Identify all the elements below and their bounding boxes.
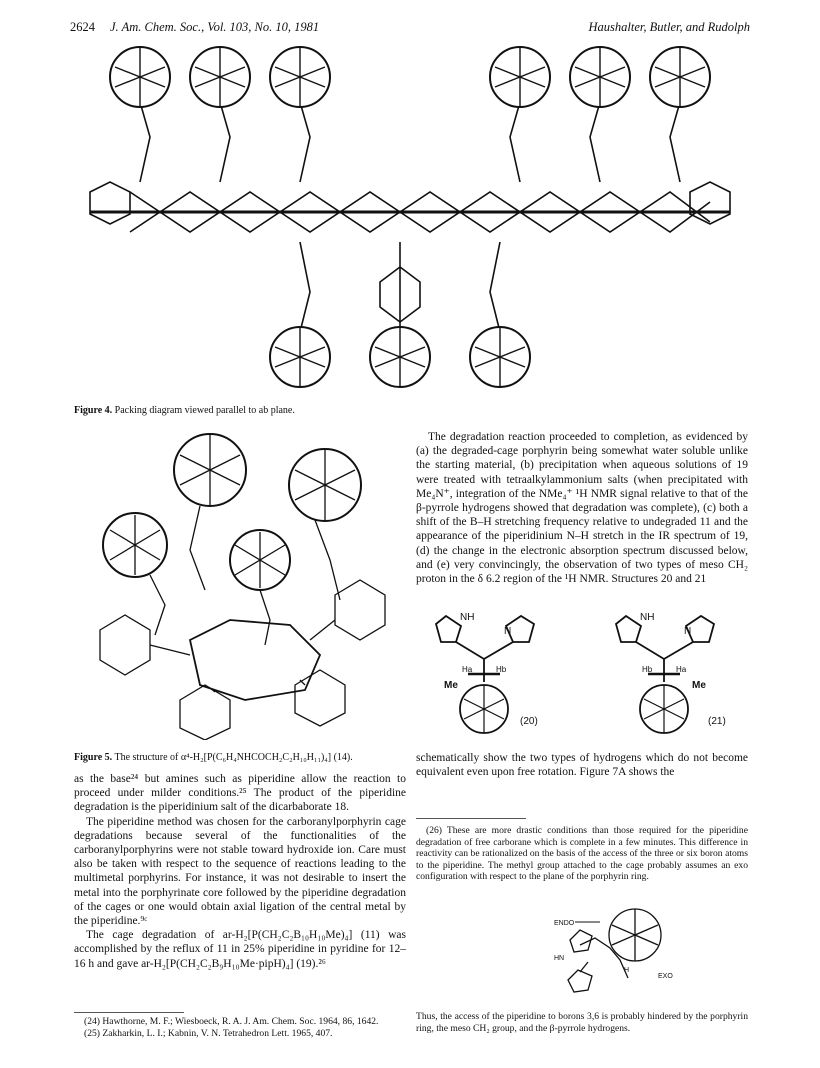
s21-ha: Ha [676,665,687,674]
footnote-endo-exo-diagram [540,900,690,1000]
right-column-text [416,430,748,586]
footnote-divider-left [74,1012,184,1013]
paragraph: The cage degradation of ar-H₂[P(CH₂C₂B₁₀H₁₀Me)₄] (11) was accomplished by the reflux of 11 in 25% piperidine in pyridine for 12–16 h and gave ar-H₂[P(CH₂C₂B₉H₁₀Me·pipH)₄] (19).²⁶ [74,929,406,970]
h-label: H [624,967,630,974]
figure-4-packing-diagram [70,42,750,394]
footnote: Thus, the access of the piperidine to borons 3,6 is probably hindered by the porphyrin ring, the meso CH₂ group, and the β-pyrrole hydrogens. [416,1011,748,1034]
s20-nh: NH [460,612,475,623]
left-column-text [74,772,406,971]
footnote-26-continued [416,1011,748,1034]
endo-label: ENDO [554,920,575,927]
hn-label: HN [554,955,565,962]
running-header [70,20,750,38]
figure-4-caption [74,405,574,416]
footnote: (25) Zakharkin, L. I.; Kabnin, V. N. Tetrahedron Lett. 1965, 407. [84,1027,333,1039]
s20-ha: Ha [462,665,473,674]
author-names: Haushalter, Butler, and Rudolph [588,20,750,34]
s21-nh: NH [640,612,655,623]
s21-hb: Hb [642,665,653,674]
figure-5-caption [74,752,414,763]
paragraph: as the base²⁴ but amines such as piperidine allow the reaction to proceed under milder conditions.²⁵ The product of the piperidine degradation is the piperidinium salt of the dicarbaborate 18. [74,773,406,814]
figure-4-caption-text: Packing diagram viewed parallel to ab plane. [114,405,295,416]
s21-label: (21) [708,716,726,727]
structures-20-21 [416,604,748,734]
exo-label: EXO [658,973,673,980]
s20-hb: Hb [496,665,507,674]
paragraph: schematically show the two types of hydrogens which do not become equivalent even upon free rotation. Figure 7A shows the [416,752,748,779]
s20-me: Me [444,680,458,691]
paragraph: The piperidine method was chosen for the carboranylporphyrin cage degradations because several of the functionalities of the carboranylporphyrins were not stable toward hydroxide ion. Care must also be taken with respect to the sequence of reactions leading to the multimetal porphyrins. For instance, it was not desirable to insert the metal into the porphyrinate core followed by the piperidine degradation of the cages or one would obtain axial ligation of the central metal by the piperidine.⁹ᶜ [74,815,406,928]
right-column-text-continued [416,751,748,779]
footnote: (26) These are more drastic conditions than those required for the piperidine degradation of free carborane which is complete in a few minutes. This difference in reactivity can be rationalized on the basis of the access of the three or six boron atoms to the piperidine. The methyl group attached to the cage probably assumes an exo configuration with respect to the plane of the porphyrin ring. [416,825,748,883]
s20-label: (20) [520,716,538,727]
page-number: 2624 [70,20,95,34]
s20-n: N [504,626,512,637]
figure-5-label: Figure 5. [74,752,113,763]
footnote-26 [416,825,748,883]
s21-n: N [684,626,692,637]
s21-me: Me [692,680,706,691]
footnote: (24) Hawthorne, M. F.; Wiesboeck, R. A. J. Am. Chem. Soc. 1964, 86, 1642. [84,1016,379,1027]
figure-5-structure [70,430,410,740]
footnote-divider-right [416,818,526,819]
footnotes-left [74,1016,406,1039]
paragraph: The degradation reaction proceeded to completion, as evidenced by (a) the degraded-cage porphyrin being somewhat water soluble unlike the starting material, (b) precipitation when aqueous solutions of 19 were treated with tetraalkylammonium salts (when precipitated with Me₄N⁺, integration of the NMe₄⁺ ¹H NMR signal relative to that of the β-pyrrole hydrogens showed that degradation was complete), (c) both a shift of the B–H stretching frequency relative to undegraded 11 and the appearance of the piperidinium N–H stretch in the IR spectrum of 19, (d) the change in the electronic absorption spectrum discussed below, and (e) very convincingly, the observation of two types of meso CH₂ proton in the δ 6.2 region of the ¹H NMR. Structures 20 and 21 [416,431,748,586]
figure-4-label: Figure 4. [74,405,113,416]
figure-5-caption-text: The structure of α⁴-H₂[P(C₆H₄NHCOCH₂C₂H₁₀H₁₁)₄] (14). [114,752,353,763]
journal-citation: J. Am. Chem. Soc., Vol. 103, No. 10, 1981 [110,20,320,34]
